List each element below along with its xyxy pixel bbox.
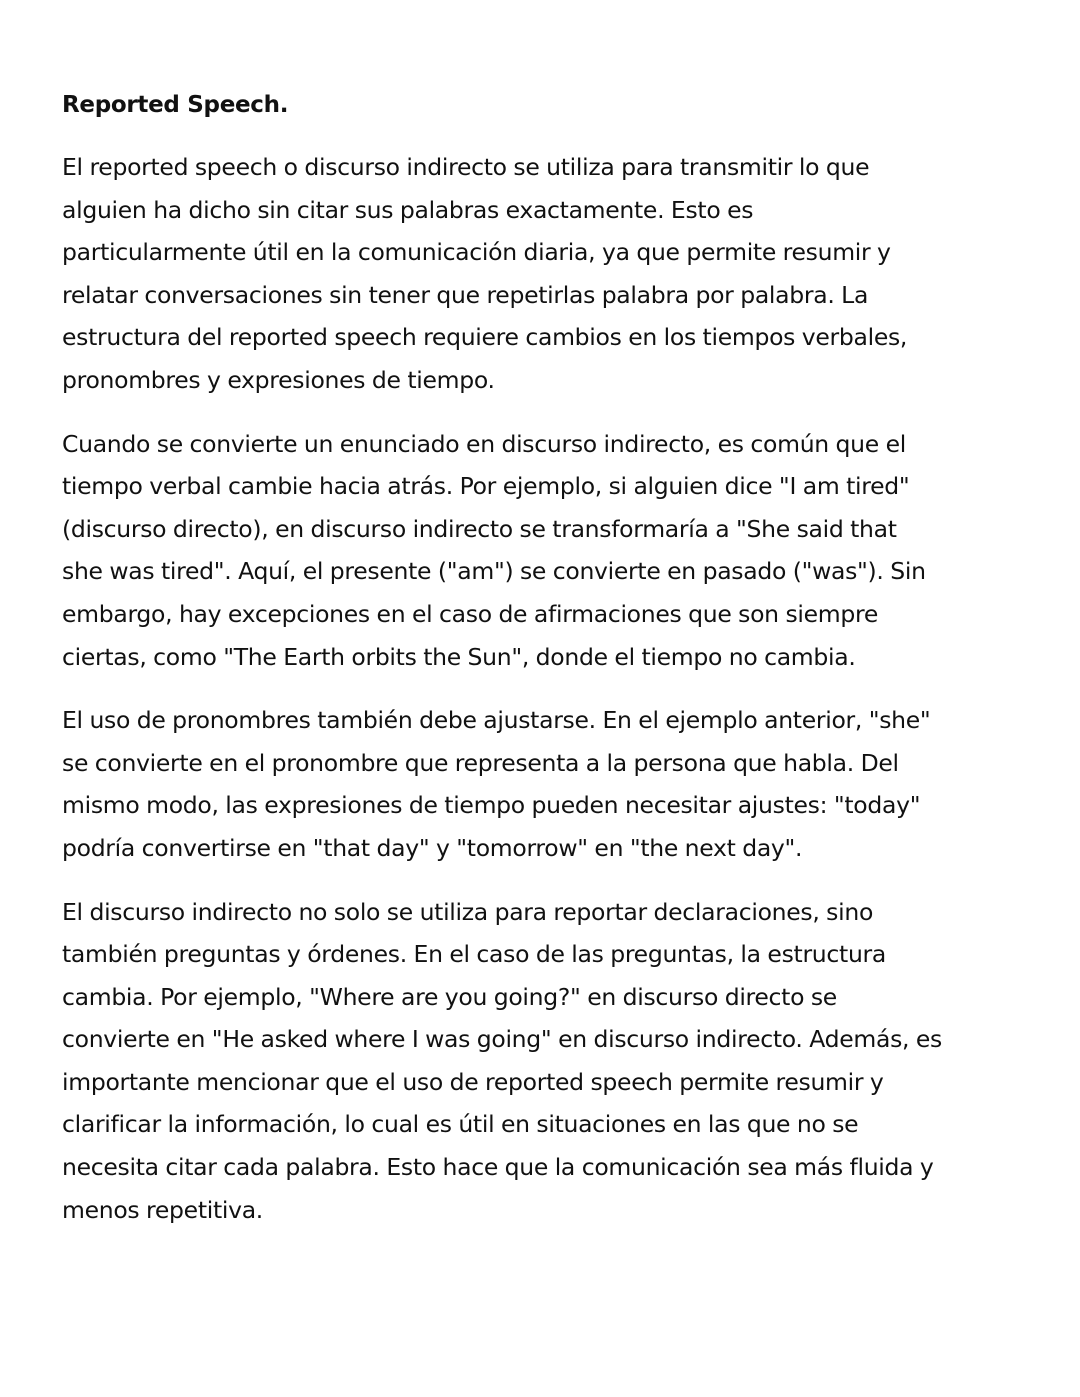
paragraph-questions: El discurso indirecto no solo se utiliza para reportar declaraciones, sino también preguntas y órdenes. En el caso de las preguntas, la estructura cambia. Por ejemplo, "Where are you going?" en discurso directo se convierte en "He asked where I was going" en discurso indirecto. Además, es importante mencionar que el uso de reported speech permite resumir y clarificar la información, lo cual es útil en situaciones en las que no se necesita citar cada palabra. Esto hace que la comunicación sea más fluida y menos repetitiva. [62, 897, 942, 1224]
paragraph-pronouns: El uso de pronombres también debe ajustarse. En el ejemplo anterior, "she" se convierte en el pronombre que representa a la persona que habla. Del mismo modo, las expresiones de tiempo pueden necesitar ajustes: "today" podría convertirse en "that day" y "tomorrow" en "the next day". [62, 706, 931, 862]
document-page [62, 84, 942, 1252]
document-title: Reported Speech. [62, 92, 289, 118]
paragraph-tense-changes: Cuando se convierte un enunciado en discurso indirecto, es común que el tiempo verbal cambie hacia atrás. Por ejemplo, si alguien dice "I am tired" (discurso directo), en discurso indirecto se transformaría a "She said that she was tired". Aquí, el presente ("am") se convierte en pasado ("was"). Sin embargo, hay excepciones en el caso de afirmaciones que son siempre ciertas, como "The Earth orbits the Sun", donde el tiempo no cambia. [62, 429, 926, 671]
paragraph-intro: El reported speech o discurso indirecto se utiliza para transmitir lo que alguien ha dicho sin citar sus palabras exactamente. Esto es particularmente útil en la comunicación diaria, ya que permite resumir y relatar conversaciones sin tener que repetirlas palabra por palabra. La estructura del reported speech requiere cambios en los tiempos verbales, pronombres y expresiones de tiempo. [62, 153, 908, 394]
